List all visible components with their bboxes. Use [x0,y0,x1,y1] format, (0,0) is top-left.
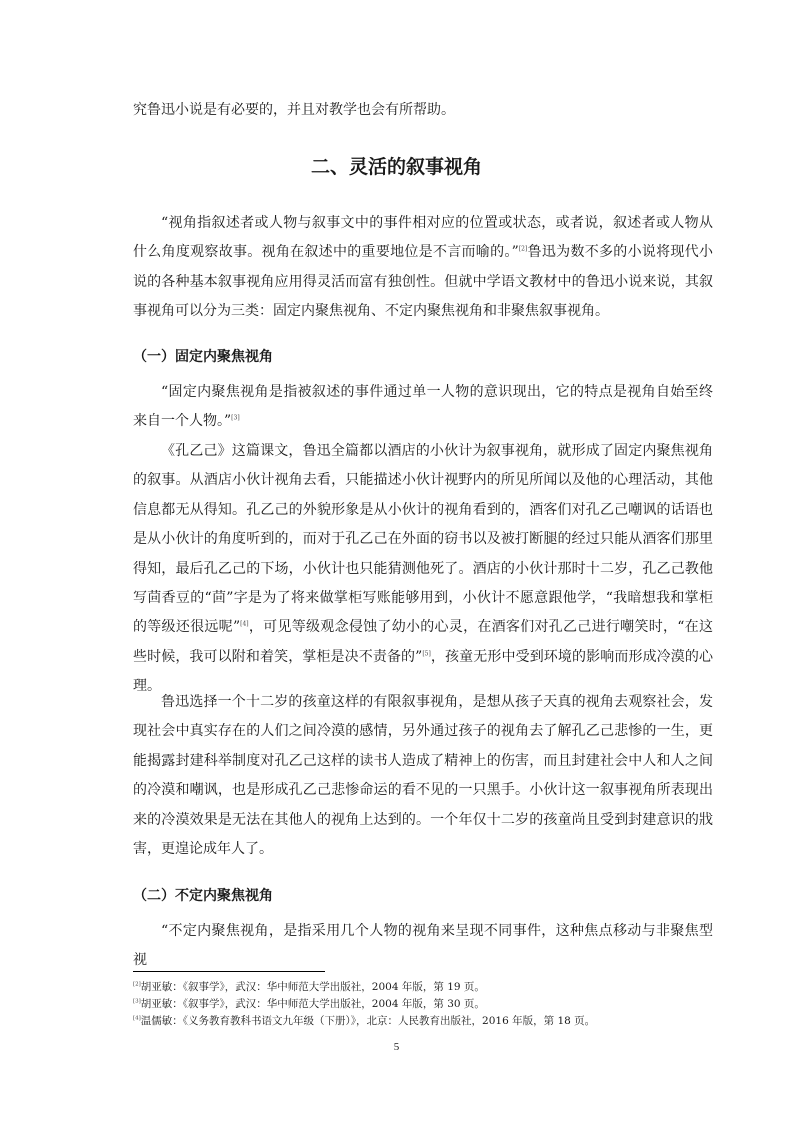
footnote-mark: [4] [133,1015,141,1022]
citation-ref: [3] [231,414,240,422]
intro-text-1: “视角指叙述者或人物与叙事文中的事件相对应的位置或状态，或者说，叙述者或人物从什么角度观察故事。视角在叙述中的重要地位是不言而喻的。” [133,215,713,261]
section-title: 二、灵活的叙事视角 [310,156,482,178]
footnote [133,996,713,1012]
body-paragraph [133,437,713,702]
footnote [133,1013,713,1029]
footnote-mark: [2] [133,981,141,988]
citation-ref: [4] [240,620,249,628]
page-number: 5 [393,1041,400,1053]
body-paragraph: 鲁迅选择一个十二岁的孩童这样的有限叙事视角，是想从孩子天真的视角去观察社会，发现社会中真实存在的人们之间冷漠的感情，另外通过孩子的视角去了解孔乙己悲惨的一生，更能揭露封建科举制度对孔乙己这样的读书人造成了精神上的伤害，而且封建社会中人和人之间的冷漠和嘲讽，也是形成孔乙己悲惨命运的看不见的一只黑手。小伙计这一叙事视角所表现出来的冷漠效果是无法在其他人的视角上达到的。一个年仅十二岁的孩童尚且受到封建意识的戕害，更遑论成年人了。 [133,694,713,858]
intro-paragraph [133,209,713,327]
quote-text: “固定内聚焦视角是指被叙述的事件通过单一人物的意识现出，它的特点是视角自始至终来自一个人物。” [133,384,713,430]
footnote-separator [133,971,325,972]
footnote [133,979,713,995]
paragraph-text: ，可见等级观念侵蚀了幼小的心灵，在酒客们对孔乙己进行嘲笑时，“在这些时候，我可以附和着笑，掌柜是决不责备的” [133,619,713,665]
definition-quote [133,378,713,437]
footnote-text: 胡亚敏：《叙事学》，武汉：华中师范大学出版社，2004 年版，第 30 页。 [140,998,485,1010]
citation-ref: [2] [518,245,528,253]
paragraph-text: 《孔乙己》这篇课文，鲁迅全篇都以酒店的小伙计为叙事视角，就形成了固定内聚焦视角的叙事。从酒店小伙计视角去看，只能描述小伙计视野内的所见所闻以及他的心理活动，其他信息都无从得知。孔乙己的外貌形象是从小伙计的视角看到的，酒客们对孔乙己嘲讽的话语也是从小伙计的角度听到的，而对于孔乙己在外面的窃书以及被打断腿的经过只能从酒客们那里得知，最后孔乙己的下场，小伙计也只能猜测他死了。酒店的小伙计那时十二岁，孔乙己教他写茴香豆的“茴”字是为了将来做掌柜写账能够用到，小伙计不愿意跟他学，“我暗想我和掌柜的等级还很远呢” [133,443,713,636]
body-paragraph: “不定内聚焦视角，是指采用几个人物的视角来呈现不同事件，这种焦点移动与非聚焦型视 [133,923,713,969]
subsection-heading-2: （二）不定内聚焦视角 [133,888,273,904]
footnote-mark: [3] [133,998,141,1005]
footnote-text: 胡亚敏：《叙事学》，武汉：华中师范大学出版社，2004 年版，第 19 页。 [140,981,485,993]
paragraph-text: ，孩童无形中受到环境的影响而形成冷漠的心理。 [133,648,713,695]
carryover-line: 究鲁迅小说是有必要的，并且对教学也会有所帮助。 [133,102,455,118]
intro-text-2: 鲁迅为数不多的小说将现代小说的各种基本叙事视角应用得灵活而富有独创性。但就中学语文教材中的鲁迅小说来说，其叙事视角可以分为三类：固定内聚焦视角、不定内聚焦视角和非聚焦叙事视角。 [133,244,713,320]
subsection-heading-1: （一）固定内聚焦视角 [133,349,273,365]
citation-ref: [5] [422,650,431,658]
footnote-text: 温儒敏：《义务教育教科书语文九年级（下册）》，北京：人民教育出版社，2016 年版，第 18 页。 [140,1015,596,1027]
